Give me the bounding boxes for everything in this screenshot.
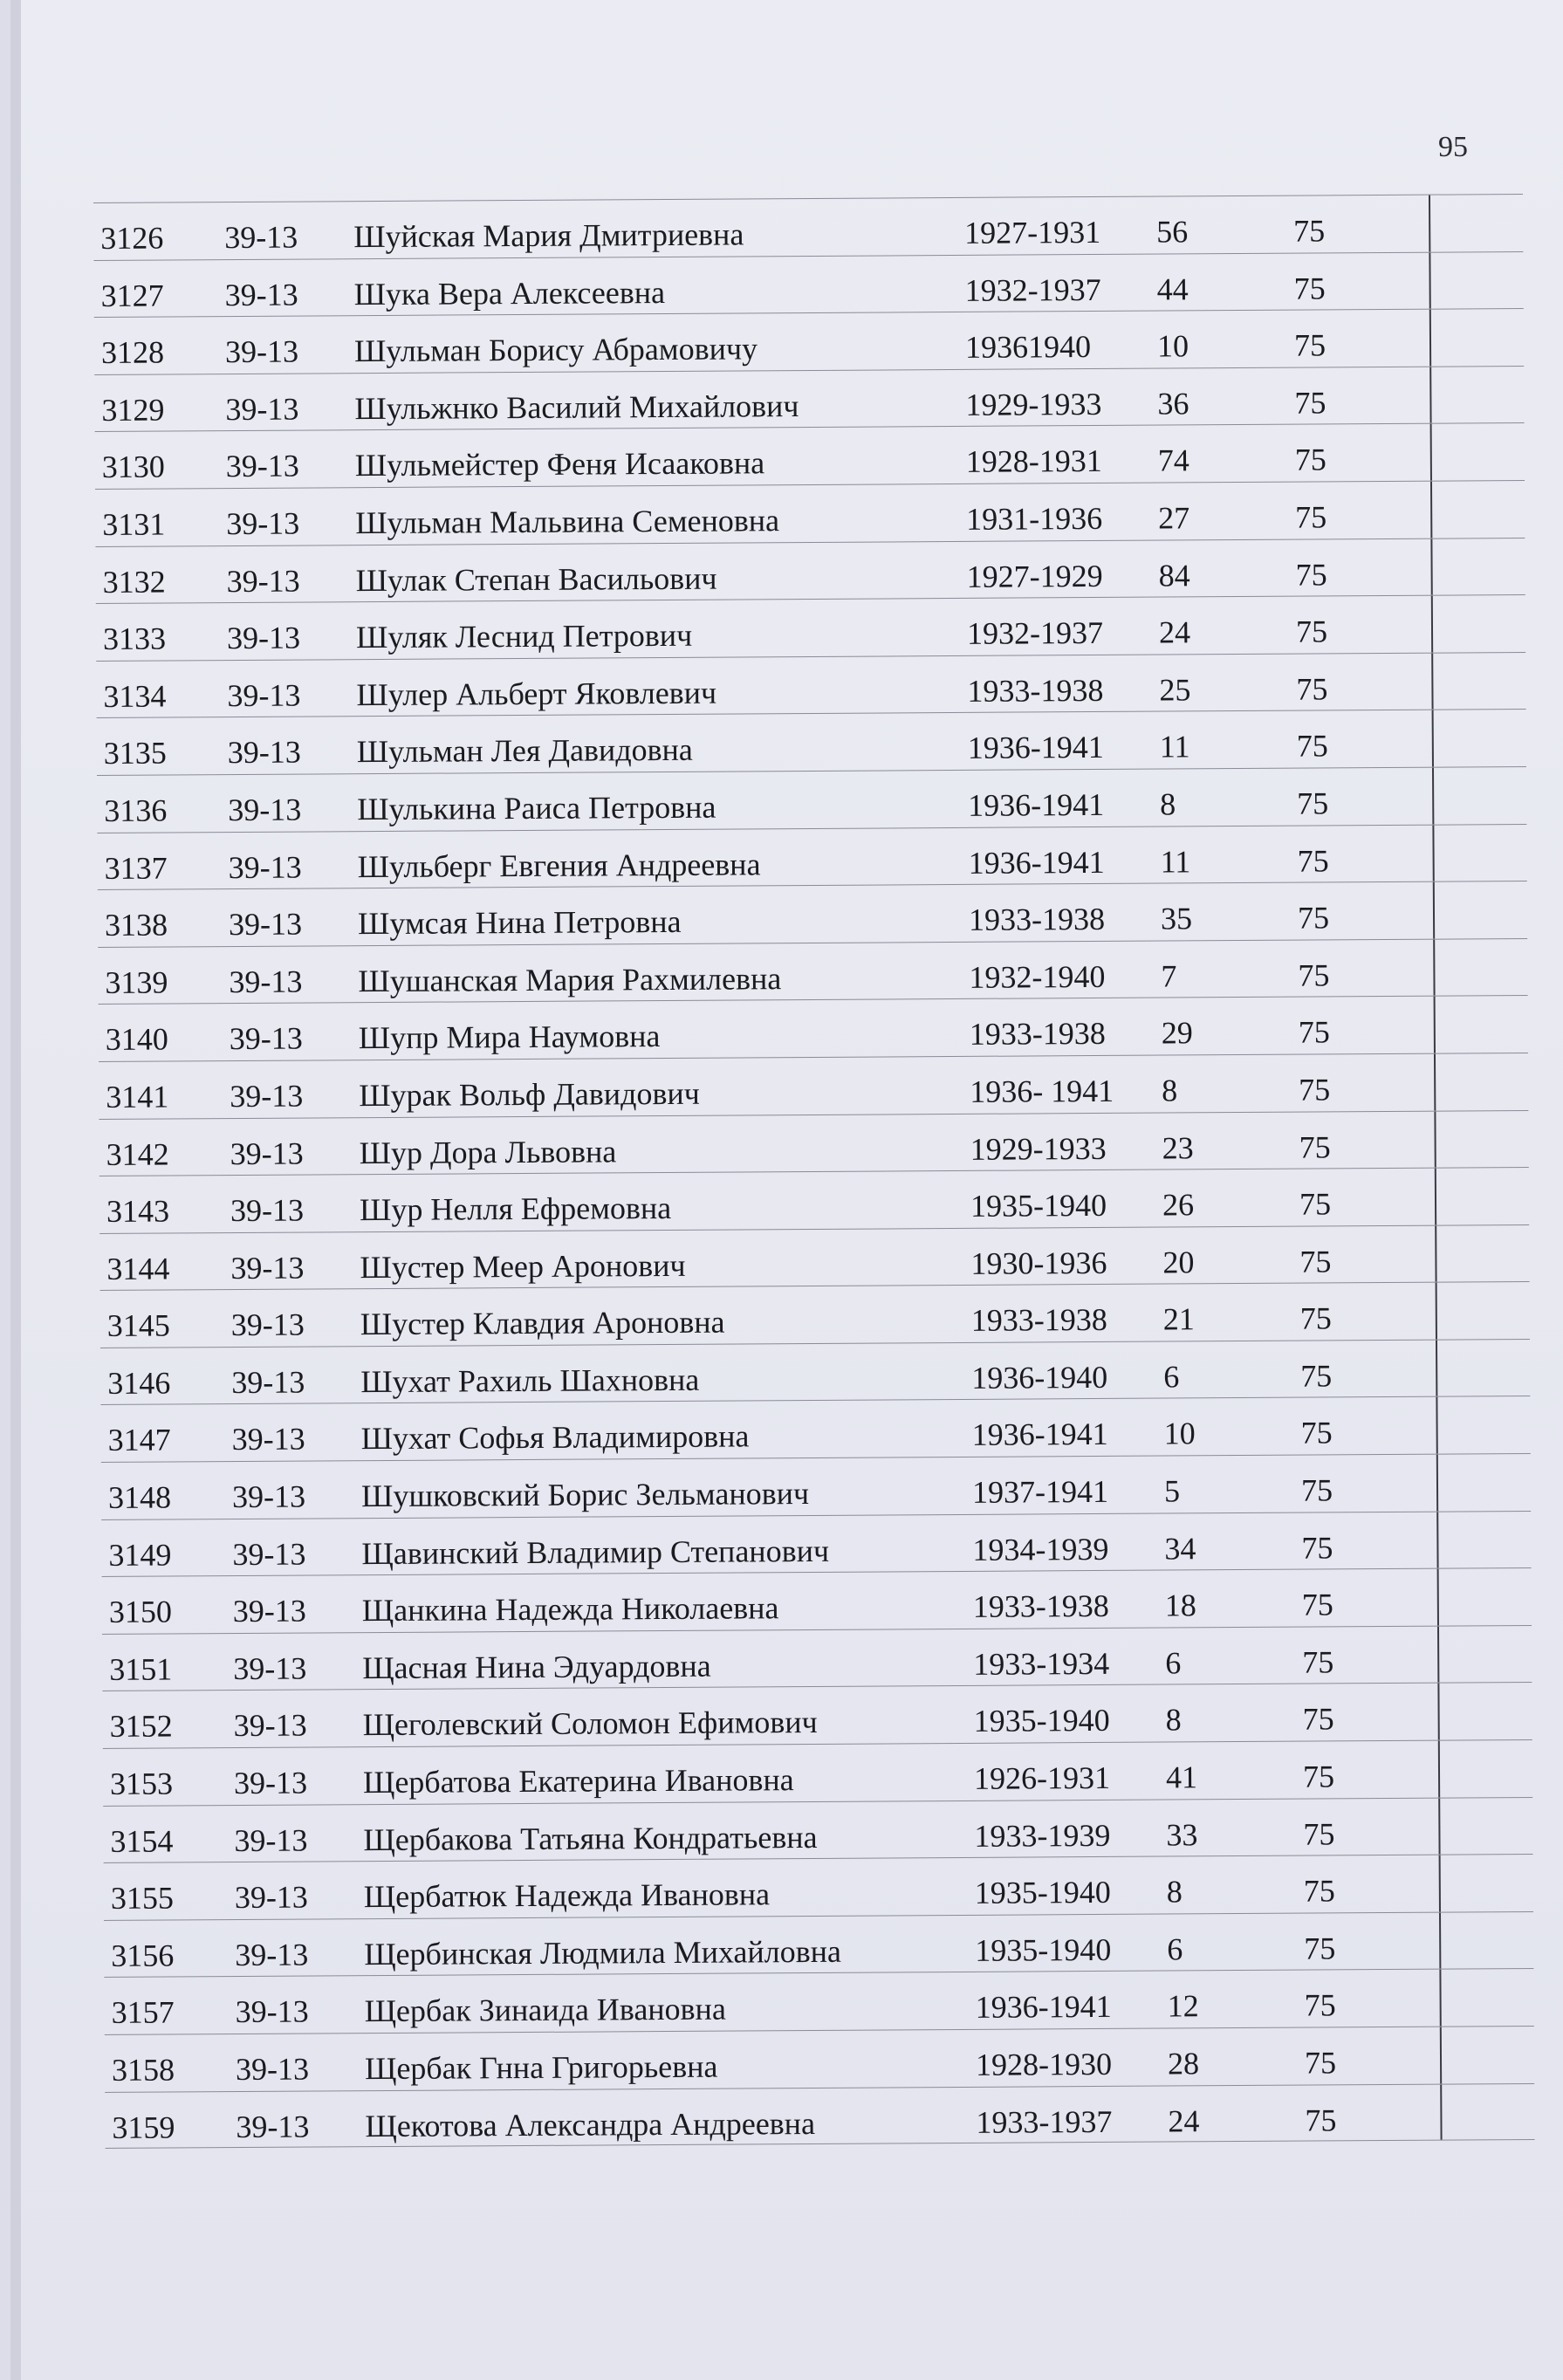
person-name: Щербак Гнна Григорьевна — [364, 2048, 718, 2087]
table-row — [102, 1682, 1532, 1748]
date-range: 1933-1939 — [974, 1817, 1111, 1854]
table-row — [93, 194, 1523, 260]
retention-period: 75 — [1302, 1701, 1334, 1738]
fund-code: 39-13 — [224, 333, 299, 370]
retention-period: 75 — [1300, 1415, 1333, 1451]
person-name: Шустер Меер Аронович — [360, 1247, 686, 1285]
fund-code: 39-13 — [234, 1879, 308, 1916]
fund-code: 39-13 — [226, 505, 300, 542]
person-name: Шульман Лея Давидовна — [356, 732, 693, 770]
retention-period: 75 — [1299, 1300, 1332, 1336]
date-range: 1936-1941 — [968, 844, 1105, 881]
fund-code: 39-13 — [229, 964, 303, 999]
sheet-count: 7 — [1161, 958, 1177, 994]
person-name: Щербинская Людмила Михайловна — [364, 1933, 842, 1972]
column-divider — [1434, 1054, 1436, 1111]
sheet-count: 26 — [1162, 1187, 1195, 1223]
retention-period: 75 — [1297, 785, 1329, 821]
column-divider — [1434, 997, 1436, 1053]
person-name: Шурак Вольф Давидович — [359, 1075, 700, 1114]
fund-code: 39-13 — [227, 734, 301, 771]
date-range: 1933-1938 — [970, 1302, 1107, 1339]
fund-code: 39-13 — [229, 1020, 303, 1057]
table-row — [101, 1453, 1531, 1519]
record-number: 3141 — [106, 1079, 169, 1115]
person-name: Шульберг Евгения Андреевна — [357, 846, 761, 884]
retention-period: 75 — [1293, 327, 1326, 363]
sheet-count: 11 — [1160, 843, 1191, 880]
sheet-count: 36 — [1157, 386, 1189, 422]
sheet-count: 23 — [1162, 1129, 1194, 1166]
table-row — [97, 766, 1526, 833]
person-name: Шушковский Борис Зельманович — [360, 1476, 810, 1514]
fund-code: 39-13 — [230, 1192, 305, 1229]
retention-period: 75 — [1303, 1815, 1335, 1852]
column-divider — [1433, 882, 1435, 939]
column-divider — [1436, 1455, 1438, 1512]
sheet-count: 6 — [1167, 1931, 1183, 1967]
fund-code: 39-13 — [233, 1765, 308, 1801]
person-name: Шумсая Нина Петровна — [357, 904, 682, 942]
sheet-count: 29 — [1161, 1015, 1193, 1051]
sheet-count: 18 — [1164, 1588, 1196, 1623]
person-name: Шухат Софья Владимировна — [360, 1418, 750, 1457]
sheet-count: 10 — [1163, 1416, 1196, 1452]
person-name: Щасная Нина Эдуардовна — [362, 1648, 711, 1685]
retention-period: 75 — [1299, 1072, 1331, 1108]
date-range: 1927-1929 — [966, 558, 1103, 594]
retention-period: 75 — [1302, 1644, 1334, 1680]
record-number: 3158 — [111, 2052, 175, 2088]
record-number: 3159 — [112, 2109, 175, 2145]
sheet-count: 6 — [1163, 1359, 1180, 1395]
retention-period: 75 — [1295, 614, 1328, 649]
date-range: 1929-1933 — [970, 1130, 1107, 1167]
column-divider — [1440, 2084, 1442, 2140]
person-name: Шуйская Мария Дмитриевна — [353, 216, 744, 255]
person-name: Шуляк Леснид Петрович — [355, 617, 693, 655]
sheet-count: 27 — [1158, 500, 1190, 536]
column-divider — [1429, 252, 1430, 309]
retention-period: 75 — [1299, 1186, 1332, 1222]
person-name: Шур Дора Львовна — [359, 1133, 617, 1170]
table-row — [99, 995, 1528, 1061]
sheet-count: 35 — [1160, 901, 1193, 936]
person-name: Шульман Мальвина Семеновна — [355, 503, 780, 541]
sheet-count: 8 — [1165, 1702, 1182, 1738]
table-row — [99, 1053, 1528, 1119]
table-row — [93, 251, 1523, 318]
retention-period: 75 — [1300, 1358, 1333, 1394]
fund-code: 39-13 — [225, 391, 299, 427]
fund-code: 39-13 — [224, 277, 298, 312]
record-number: 3134 — [103, 678, 167, 714]
sheet-count: 12 — [1167, 1988, 1199, 2024]
record-number: 3126 — [100, 220, 164, 256]
table-row — [104, 1911, 1533, 1978]
record-number: 3147 — [107, 1422, 171, 1458]
retention-period: 75 — [1297, 842, 1329, 879]
column-divider — [1435, 1225, 1436, 1282]
retention-period: 75 — [1304, 2045, 1337, 2081]
sheet-count: 74 — [1157, 442, 1189, 478]
person-name: Щербатова Екатерина Ивановна — [362, 1762, 794, 1800]
sheet-count: 44 — [1156, 271, 1189, 307]
table-row — [101, 1511, 1531, 1577]
record-number: 3127 — [100, 278, 164, 313]
retention-period: 75 — [1294, 385, 1326, 421]
column-divider — [1440, 2027, 1442, 2084]
fund-code: 39-13 — [230, 1250, 305, 1286]
sheet-count: 10 — [1156, 328, 1189, 364]
column-divider — [1432, 768, 1434, 825]
date-range: 1937-1941 — [971, 1473, 1109, 1510]
record-number: 3151 — [109, 1651, 173, 1687]
record-number: 3128 — [100, 334, 165, 371]
record-number: 3129 — [101, 392, 165, 428]
column-divider — [1432, 710, 1434, 767]
table-row — [100, 1281, 1530, 1348]
column-divider — [1436, 1283, 1437, 1340]
person-name: Шулер Альберт Яковлевич — [356, 675, 717, 712]
fund-code: 39-13 — [230, 1307, 305, 1343]
table-row — [100, 1339, 1530, 1405]
date-range: 1927-1931 — [964, 214, 1101, 250]
retention-period: 75 — [1296, 671, 1328, 707]
column-divider — [1430, 538, 1432, 595]
fund-code: 39-13 — [230, 1078, 304, 1114]
table-row — [94, 308, 1524, 374]
person-name: Щекотова Александра Андреевна — [365, 2105, 816, 2143]
record-number: 3156 — [111, 1938, 175, 1973]
fund-code: 39-13 — [233, 1707, 307, 1744]
column-divider — [1434, 1111, 1436, 1168]
date-range: 1930-1936 — [970, 1245, 1107, 1281]
column-divider — [1439, 1855, 1441, 1912]
retention-period: 75 — [1300, 1472, 1333, 1508]
table-row — [105, 2026, 1534, 2092]
table-row — [96, 652, 1525, 718]
record-number: 3152 — [109, 1708, 173, 1745]
page-edge — [10, 0, 21, 2380]
date-range: 1936-1941 — [975, 1989, 1112, 2026]
date-range: 1932-1937 — [964, 271, 1101, 308]
person-name: Шушанская Мария Рахмилевна — [358, 960, 782, 998]
record-number: 3139 — [105, 964, 168, 1000]
fund-code: 39-13 — [227, 677, 301, 713]
record-number: 3154 — [110, 1823, 174, 1859]
fund-code: 39-13 — [235, 1993, 309, 2030]
date-range: 1933-1937 — [976, 2103, 1113, 2140]
table-row — [95, 538, 1525, 604]
sheet-count: 6 — [1165, 1645, 1182, 1681]
date-range: 1936-1941 — [967, 730, 1104, 766]
retention-period: 75 — [1293, 270, 1326, 306]
date-range: 1933-1934 — [973, 1645, 1110, 1682]
person-name: Шулак Степан Васильович — [355, 560, 717, 598]
sheet-count: 24 — [1168, 2102, 1200, 2139]
date-range: 1936-1940 — [971, 1359, 1108, 1396]
record-number: 3133 — [102, 621, 167, 657]
record-number: 3146 — [107, 1365, 171, 1401]
date-range: 1933-1938 — [968, 902, 1106, 938]
sheet-count: 21 — [1162, 1301, 1195, 1337]
fund-code: 39-13 — [225, 448, 299, 484]
retention-period: 75 — [1304, 1987, 1336, 2023]
retention-period: 75 — [1295, 556, 1327, 593]
date-range: 1933-1938 — [972, 1588, 1109, 1625]
person-name: Шухат Рахиль Шахновна — [360, 1361, 700, 1400]
fund-code: 39-13 — [228, 792, 302, 828]
column-divider — [1437, 1569, 1439, 1626]
person-name: Щеголевский Соломон Ефимович — [362, 1704, 818, 1743]
sheet-count: 20 — [1162, 1245, 1195, 1280]
fund-code: 39-13 — [228, 849, 302, 885]
column-divider — [1436, 1397, 1437, 1454]
record-number: 3137 — [104, 850, 168, 886]
table-row — [104, 1968, 1533, 2034]
person-name: Шульмейстер Феня Исааковна — [354, 445, 765, 484]
table-row — [95, 480, 1525, 546]
fund-code: 39-13 — [228, 906, 303, 943]
date-range: 1935-1940 — [974, 1875, 1111, 1911]
sheet-count: 8 — [1160, 786, 1176, 822]
table-row — [102, 1625, 1532, 1691]
date-range: 1935-1940 — [970, 1188, 1107, 1224]
table-row — [99, 1224, 1529, 1291]
fund-code: 39-13 — [232, 1593, 306, 1629]
retention-period: 75 — [1305, 2102, 1337, 2138]
fund-code: 39-13 — [235, 1937, 309, 1972]
retention-period: 75 — [1301, 1530, 1333, 1566]
record-number: 3135 — [103, 735, 167, 772]
date-range: 1929-1933 — [965, 386, 1102, 422]
retention-period: 75 — [1302, 1759, 1335, 1794]
date-range: 1928-1931 — [965, 443, 1102, 480]
table-row — [104, 1854, 1533, 1920]
table-row — [95, 422, 1525, 489]
retention-period: 75 — [1297, 900, 1330, 936]
date-range: 1936- 1941 — [970, 1073, 1114, 1109]
sheet-count: 24 — [1158, 614, 1191, 650]
column-divider — [1432, 825, 1434, 881]
column-divider — [1429, 195, 1430, 252]
column-divider — [1438, 1798, 1440, 1855]
record-number: 3155 — [110, 1880, 174, 1917]
table-row — [100, 1396, 1530, 1462]
sheet-count: 34 — [1164, 1530, 1196, 1567]
table-row — [96, 594, 1525, 661]
column-divider — [1431, 653, 1433, 710]
fund-code: 39-13 — [233, 1650, 307, 1686]
column-divider — [1436, 1340, 1437, 1396]
record-number: 3140 — [105, 1021, 168, 1058]
sheet-count: 28 — [1167, 2046, 1200, 2082]
sheet-count: 84 — [1158, 557, 1190, 593]
record-number: 3132 — [102, 564, 166, 600]
date-range: 1935-1940 — [975, 1931, 1112, 1968]
person-name: Шулькина Раиса Петровна — [357, 789, 716, 827]
table-row — [97, 824, 1526, 890]
person-name: Шупр Мира Наумовна — [358, 1019, 661, 1056]
table-row — [98, 881, 1527, 947]
record-number: 3138 — [104, 907, 168, 943]
person-name: Щавинский Владимир Степанович — [361, 1533, 830, 1571]
page-number: 95 — [1438, 131, 1468, 163]
person-name: Щербак Зинаида Ивановна — [364, 1992, 726, 2029]
table-row — [105, 2083, 1534, 2150]
date-range: 1933-1938 — [967, 672, 1104, 709]
retention-period: 75 — [1294, 442, 1326, 477]
fund-code: 39-13 — [226, 563, 300, 599]
date-range: 1932-1937 — [966, 615, 1104, 652]
column-divider — [1436, 1512, 1438, 1568]
column-divider — [1431, 596, 1433, 653]
record-number: 3144 — [106, 1251, 170, 1286]
column-divider — [1429, 310, 1431, 367]
fund-code: 39-13 — [231, 1364, 305, 1400]
column-divider — [1438, 1741, 1440, 1798]
sheet-count: 56 — [1156, 214, 1189, 250]
retention-period: 75 — [1298, 1014, 1330, 1050]
register-table — [93, 194, 1535, 2149]
person-name: Щербакова Татьяна Кондратьевна — [363, 1819, 818, 1857]
fund-code: 39-13 — [226, 620, 301, 656]
retention-period: 75 — [1298, 957, 1330, 993]
column-divider — [1435, 1169, 1436, 1225]
date-range: 1935-1940 — [973, 1703, 1110, 1739]
record-number: 3149 — [108, 1537, 172, 1573]
fund-code: 39-13 — [231, 1422, 305, 1457]
retention-period: 75 — [1303, 1873, 1335, 1909]
person-name: Щанкина Надежда Николаевна — [361, 1590, 779, 1629]
record-number: 3153 — [109, 1766, 174, 1801]
record-number: 3145 — [106, 1307, 170, 1344]
column-divider — [1439, 1912, 1441, 1969]
retention-period: 75 — [1299, 1244, 1332, 1279]
column-divider — [1429, 367, 1431, 423]
date-range: 1931-1936 — [966, 500, 1103, 537]
record-number: 3150 — [108, 1594, 172, 1630]
retention-period: 75 — [1304, 1931, 1336, 1966]
fund-code: 39-13 — [231, 1478, 306, 1515]
fund-code: 39-13 — [235, 2051, 310, 2088]
sheet-count: 41 — [1165, 1759, 1198, 1795]
date-range: 1933-1938 — [969, 1016, 1106, 1053]
date-range: 1932-1940 — [969, 958, 1106, 995]
table-row — [98, 938, 1527, 1005]
person-name: Шур Нелля Ефремовна — [359, 1190, 672, 1228]
column-divider — [1437, 1626, 1439, 1683]
record-number: 3136 — [104, 792, 168, 828]
fund-code: 39-13 — [230, 1135, 304, 1171]
sheet-count: 5 — [1163, 1473, 1181, 1509]
table-row — [103, 1739, 1532, 1806]
column-divider — [1439, 1970, 1441, 2027]
sheet-count: 8 — [1162, 1073, 1178, 1108]
date-range: 1928-1930 — [975, 2046, 1113, 2082]
table-row — [103, 1797, 1532, 1863]
table-row — [99, 1109, 1528, 1176]
sheet-count: 25 — [1159, 672, 1191, 708]
table-row — [94, 366, 1524, 432]
date-range: 1926-1931 — [973, 1759, 1111, 1796]
record-number: 3157 — [111, 1994, 175, 2031]
date-range: 1934-1939 — [972, 1531, 1109, 1567]
person-name: Шустер Клавдия Ароновна — [360, 1304, 725, 1342]
retention-period: 75 — [1293, 213, 1326, 249]
fund-code: 39-13 — [236, 2109, 310, 2144]
person-name: Шульман Борису Абрамовичу — [353, 331, 758, 369]
date-range: 1936-1941 — [968, 786, 1105, 823]
person-name: Шульжнко Василий Михайлович — [354, 388, 799, 426]
retention-period: 75 — [1301, 1587, 1333, 1622]
record-number: 3142 — [106, 1135, 169, 1172]
retention-period: 75 — [1296, 728, 1328, 764]
table-row — [97, 709, 1526, 775]
fund-code: 39-13 — [234, 1822, 308, 1858]
record-number: 3130 — [101, 449, 165, 485]
date-range: 19361940 — [964, 329, 1092, 366]
record-number: 3131 — [102, 506, 166, 542]
sheet-count: 33 — [1166, 1816, 1198, 1853]
column-divider — [1433, 939, 1435, 996]
fund-code: 39-13 — [232, 1536, 306, 1572]
table-row — [99, 1167, 1529, 1233]
record-number: 3143 — [106, 1193, 170, 1230]
retention-period: 75 — [1295, 499, 1327, 535]
column-divider — [1430, 424, 1432, 481]
table-row — [102, 1567, 1532, 1634]
date-range: 1936-1941 — [971, 1416, 1108, 1453]
retention-period: 75 — [1299, 1128, 1331, 1165]
person-name: Шука Вера Алексеевна — [353, 274, 666, 312]
fund-code: 39-13 — [224, 219, 298, 256]
column-divider — [1430, 482, 1432, 538]
sheet-count: 8 — [1166, 1874, 1183, 1910]
person-name: Щербатюк Надежда Ивановна — [363, 1876, 771, 1915]
document-page — [10, 0, 1563, 2380]
record-number: 3148 — [107, 1479, 172, 1515]
sheet-count: 11 — [1159, 729, 1190, 765]
column-divider — [1437, 1684, 1439, 1740]
